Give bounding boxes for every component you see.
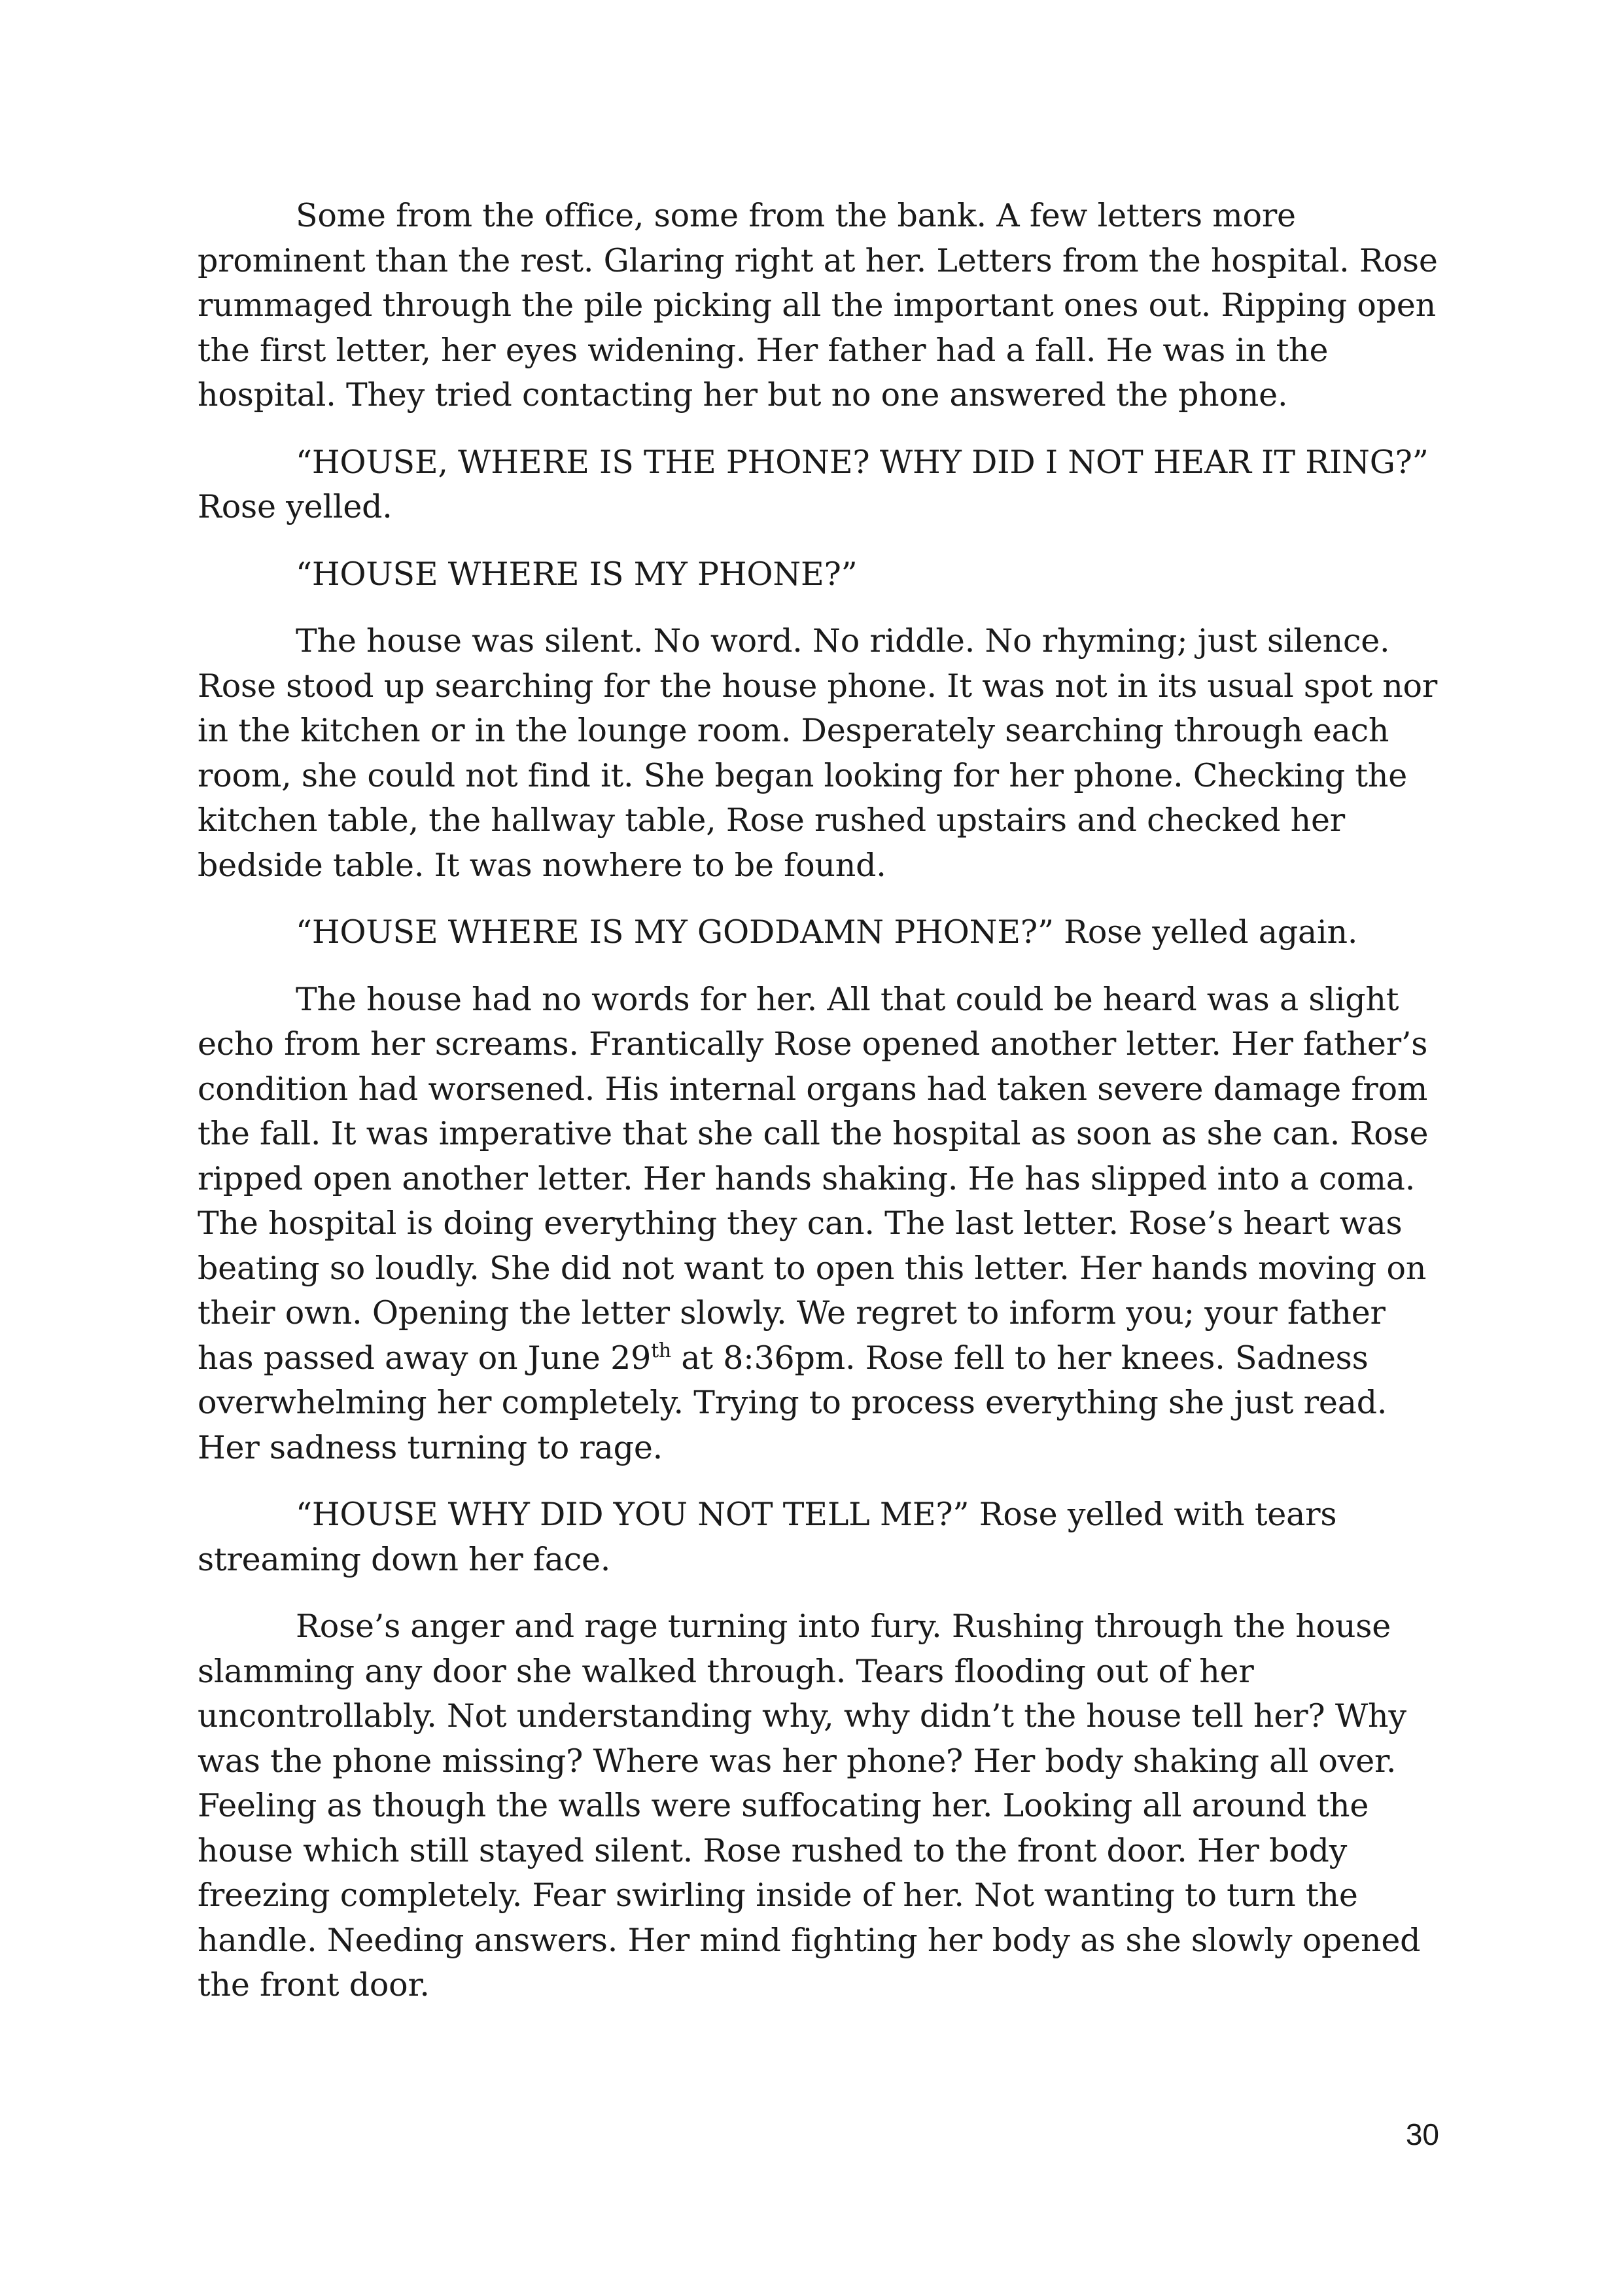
paragraph-4: The house was silent. No word. No riddle. No rhyming; just silence. Rose stood up searching for the house phone. It was not in its usual spot nor in the kitchen or in the lounge room. Desperately searching through each room, she could not find it. She began looking for her phone. Checking the kitchen table, the hallway table, Rose rushed upstairs and checked her bedside table. It was nowhere to be found. <box>198 622 1438 884</box>
paragraph-8: Rose’s anger and rage turning into fury. Rushing through the house slamming any door she walked through. Tears flooding out of her uncontrollably. Not understanding why, why didn’t the house tell her? Why was the phone missing? Where was her phone? Her body shaking all over. Feeling as though the walls were suffocating her. Looking all around the house which still stayed silent. Rose rushed to the front door. Her body freezing completely. Fear swirling inside of her. Not wanting to turn the handle. Needing answers. Her mind fighting her body as she slowly opened the front door. <box>198 1608 1421 2004</box>
paragraph-6 <box>198 978 1440 1471</box>
paragraph-5: “HOUSE WHERE IS MY GODDAMN PHONE?” Rose yelled again. <box>296 913 1358 951</box>
paragraph-3: “HOUSE WHERE IS MY PHONE?” <box>296 555 858 593</box>
ordinal-superscript: th <box>651 1339 672 1362</box>
paragraph-7: “HOUSE WHY DID YOU NOT TELL ME?” Rose yelled with tears streaming down her face. <box>198 1496 1337 1578</box>
paragraph-6-text-after: at 8:36pm. Rose fell to her knees. Sadness overwhelming her completely. Trying to process everything she just read. Her sadness turning to rage. <box>198 1339 1387 1466</box>
paragraph-6-text-before: The house had no words for her. All that could be heard was a slight echo from her screams. Frantically Rose opened another letter. Her father’s condition had worsened. His internal organs had taken severe damage from the fall. It was imperative that she call the hospital as soon as she can. Rose ripped open another letter. Her hands shaking. He has slipped into a coma. The hospital is doing everything they can. The last letter. Rose’s heart was beating so loudly. She did not want to open this letter. Her hands moving on their own. Opening the letter slowly. We regret to inform you; your father has passed away on June 29 <box>198 980 1429 1377</box>
page-number: 30 <box>1405 2117 1439 2151</box>
paragraph-2: “HOUSE, WHERE IS THE PHONE? WHY DID I NOT HEAR IT RING?” Rose yelled. <box>198 443 1429 525</box>
paragraph-1: Some from the office, some from the bank. A few letters more prominent than the rest. Glaring right at her. Letters from the hospital. Rose rummaged through the pile picking all the important ones out. Ripping open the first letter, her eyes widening. Her father had a fall. He was in the hospital. They tried contacting her but no one answered the phone. <box>198 197 1438 414</box>
body-text <box>198 194 1440 2030</box>
